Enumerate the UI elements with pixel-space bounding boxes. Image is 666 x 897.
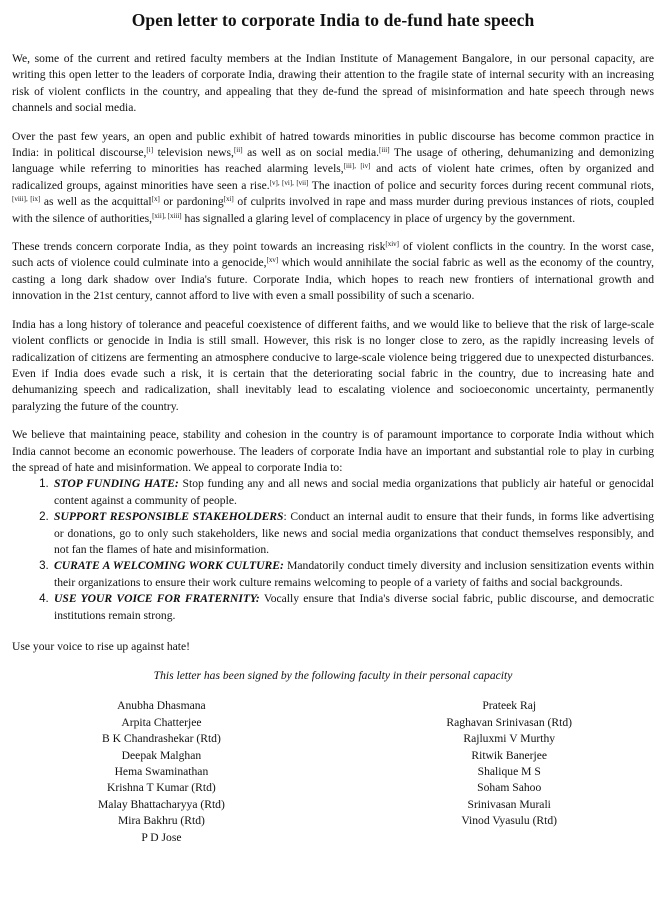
signatories-left-column [98, 698, 225, 846]
signatory-name: Malay Bhattacharyya (Rtd) [98, 797, 225, 811]
signatory-name: P D Jose [141, 830, 182, 844]
letter-title: Open letter to corporate India to de-fund hate speech [131, 10, 535, 30]
footnote-ref: [xi] [223, 195, 234, 204]
footnote-ref: [xv] [266, 256, 279, 265]
signatories-right-column [446, 698, 572, 846]
signatory-name: Deepak Malghan [121, 748, 202, 762]
signatories-note: This letter has been signed by the following faculty in their personal capacity [153, 669, 513, 683]
paragraph-trends: These trends concern corporate India, as they point towards an increasing risk[xiv] of violent conflicts in the country. In the worst case, such acts of violence could culminate into a genocide,[xv] which would annihilate the social fabric as well as the economy of the country, casting a long dark shadow over India's future. Corporate India, which hopes to reach new frontiers of international growth and innovation in the 21st century, cannot afford to live with even a small possibility of such a scenario. [12, 240, 654, 303]
footnote-ref: [xii], [xiii] [152, 211, 182, 220]
paragraph-intro: We, some of the current and retired faculty members at the Indian Institute of Management Bangalore, in our personal capacity, are writing this open letter to the leaders of corporate India, drawing their attention to the fragile state of internal security with an increasing risk of violent conflicts in the country, and appealing that they de-fund the spread of misinformation and hate speech through news channels and social media. [12, 52, 654, 115]
footnote-ref: [iii] [379, 146, 390, 155]
signatory-name: Mira Bakhru (Rtd) [117, 814, 205, 828]
appeal-item: 2. SUPPORT RESPONSIBLE STAKEHOLDERS: Conduct an internal audit to ensure that their funds, in forms like advertising or donations, go to only such stakeholders, like news and social media organizations that conduct themselves responsibly, and not fan the flames of hate and misinformation. [52, 509, 654, 558]
signatory-name: Anubha Dhasmana [117, 699, 206, 713]
footnote-ref: [v], [vi], [vii] [269, 178, 309, 187]
paragraph-appeal: We believe that maintaining peace, stability and cohesion in the country is of paramount importance to corporate India without which India cannot become an economic powerhouse. The leaders of corporate India have an important and substantial role to play in curbing the spread of hate and misinformation. We appeal to corporate India to: [12, 428, 654, 474]
signatories [12, 698, 654, 846]
paragraph-tolerance: India has a long history of tolerance and peaceful coexistence of different faiths, and we would like to believe that the risk of large-scale violent conflicts or genocide in India is still small. However, this risk is no longer close to zero, as the rapidly increasing levels of radicalization of citizens are fermenting an atmosphere conducive to large-scale violence being triggered due to unexpected disturbances. Even if India does evade such a risk, it is certain that the deteriorating social fabric in the country, due to increasing hate and dehumanizing speech and radicalization, shall inevitably lead to escalating violence and socioeconomic uncertainty, permanently paralyzing the future of the country. [12, 317, 654, 413]
appeal-item: 3. CURATE A WELCOMING WORK CULTURE: Mandatorily conduct timely diversity and inclusion sensitization events within their organizations to ensure their work culture remains welcoming to people of a variety of faiths and social backgrounds. [52, 558, 654, 591]
appeal-item: 1. STOP FUNDING HATE: Stop funding any and all news and social media organizations that publicly air hateful or genocidal content against a community of people. [52, 476, 654, 509]
signatory-name: Shalique M S [477, 765, 541, 779]
signatory-name: Vinod Vyasulu (Rtd) [461, 814, 558, 828]
signatory-name: Soham Sahoo [477, 781, 542, 795]
signatory-name: Prateek Raj [482, 699, 537, 713]
closing-line: Use your voice to rise up against hate! [12, 640, 191, 653]
paragraph-hatred: Over the past few years, an open and public exhibit of hatred towards minorities in public discourse has become common practice in India: in political discourse,[i] television news,[ii] as well as on social media.[iii] The usage of othering, dehumanizing and demonizing language while referring to minorities has reached alarming levels,[iii], [iv] and acts of violent hate crimes, often by organized and radicalized groups, against minorities have seen a rise.[v], [vi], [vii] The inaction of police and security forces during recent communal riots,[viii], [ix] as well as the acquittal[x] or pardoning[xi] of culprits involved in rape and mass murder during previous instances of riots, coupled with the silence of authorities,[xii], [xiii] has signalled a glaring level of complacency in place of urgency by the government. [12, 129, 655, 225]
signatory-name: Rajluxmi V Murthy [463, 732, 556, 746]
signatory-name: Srinivasan Murali [467, 797, 551, 811]
signatory-name: Arpita Chatterjee [121, 715, 202, 729]
footnote-ref: [viii], [ix] [12, 195, 41, 204]
footnote-ref: [x] [151, 195, 160, 204]
signatory-name: Krishna T Kumar (Rtd) [107, 781, 216, 795]
footnote-ref: [iii], [iv] [343, 162, 371, 171]
signatory-name: Raghavan Srinivasan (Rtd) [446, 715, 572, 729]
appeal-list [12, 476, 654, 624]
signatory-name: Hema Swaminathan [114, 765, 209, 779]
appeal-item: 4. USE YOUR VOICE FOR FRATERNITY: Vocally ensure that India's diverse social fabric, public discourse, and democratic institutions remain strong. [52, 591, 654, 624]
footnote-ref: [xiv] [385, 240, 399, 249]
footnote-ref: [i] [146, 146, 154, 155]
footnote-ref: [ii] [233, 146, 243, 155]
signatory-name: Ritwik Banerjee [471, 748, 548, 762]
signatory-name: B K Chandrashekar (Rtd) [102, 732, 221, 746]
